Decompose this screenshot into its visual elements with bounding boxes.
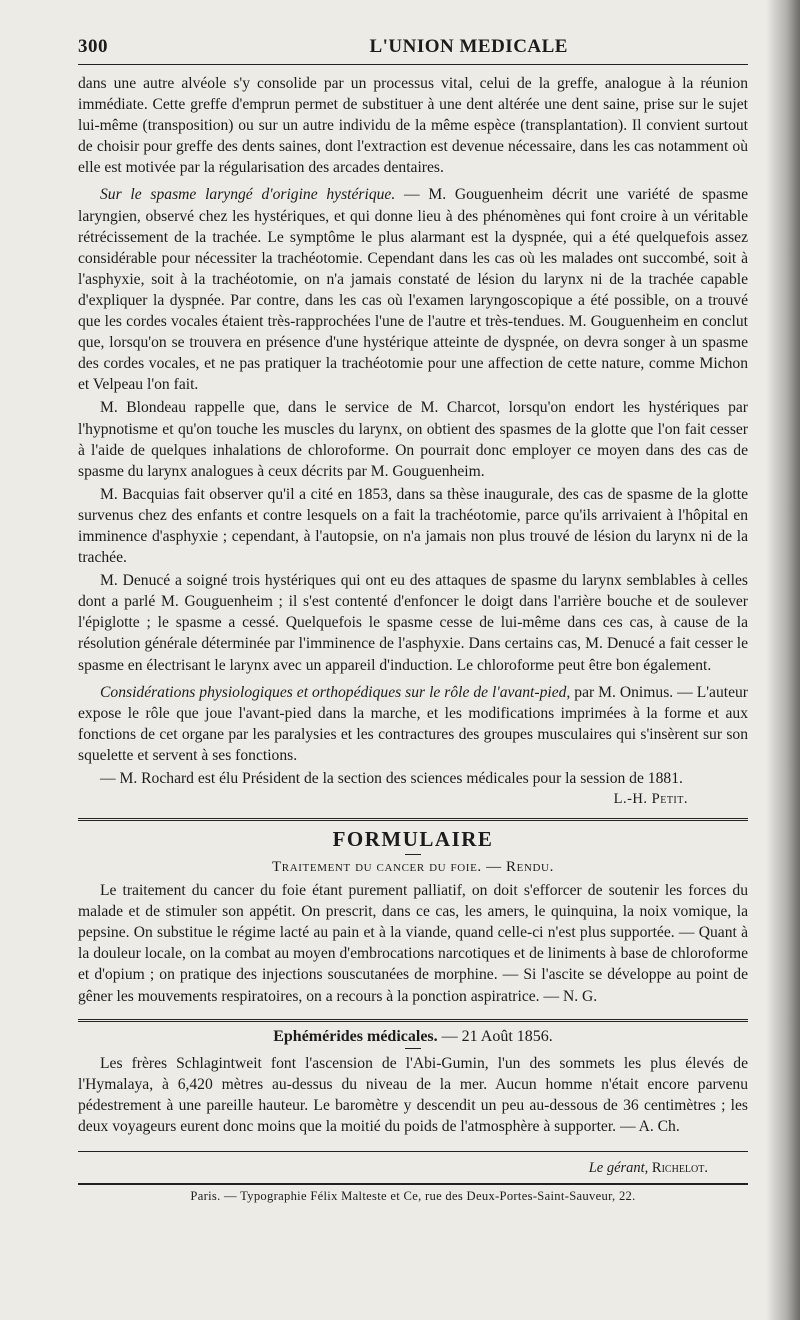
header-rule — [78, 64, 748, 65]
journal-title: L'UNION MEDICALE — [369, 36, 568, 57]
article-paragraph-6 — [78, 682, 748, 766]
gerant-line — [78, 1160, 708, 1177]
section-rule — [78, 818, 748, 821]
section-rule-2 — [78, 1019, 748, 1022]
gerant-name: Richelot. — [651, 1160, 708, 1177]
gerant-label: Le gérant, — [588, 1160, 649, 1177]
article-paragraph-7: — M. Rochard est élu Président de la section des sciences médicales pour la session de 1881. — [100, 770, 683, 787]
heading-dash-2 — [405, 1048, 421, 1049]
article-6-author: par M. Onimus. — [570, 683, 674, 701]
article-paragraph-5: M. Denucé a soigné trois hystériques qui ont eu des attaques de spasme du larynx semblables à celles dont a parlé M. Gouguenheim ; il s'est contenté d'enfoncer le doigt dans l'arrière bouche et de soulever l'épiglotte ; le spasme a cessé. Quelquefois le spasme cesse de lui-même dans ces cas, à cause de la résolution générale déterminée par l'imminence de l'asphyxie. Dans certains cas, M. Denucé a fait cesser le spasme en électrisant le larynx avec un appareil d'induction. Le chloroforme peut être bon également. — [78, 572, 748, 674]
heading-dash — [405, 854, 421, 855]
footer-rule-top — [78, 1151, 748, 1152]
article-2-title: Sur le spasme laryngé d'origine hystérique. — [100, 186, 396, 204]
running-head — [78, 36, 748, 58]
article-2-body: — M. Gouguenheim décrit une variété de spasme laryngien, observé chez les hystériques, et qui donne lieu à des phénomènes qui font croire à un véritable rétrécissement de la trachée. Le symptôme le plus alarmant est la dyspnée, qui a été quelquefois assez considérable pour nécessiter la trachéotomie. Cependant dans les cas où les malades ont succombé, soit à l'asphyxie, soit à la trachéotomie, on n'a jamais constaté de lésion du larynx ni de la trachée capable d'expliquer la dyspnée. Par contre, dans les cas où l'examen laryngoscopique a été possible, on a trouvé que les cordes vocales étaient très-rapprochées l'une de l'autre et très-tendues. M. Gouguenheim en conclut que, lorsqu'on se trouvera en présence d'une hystérique atteinte de dyspnée, on devra songer à un spasme des cordes vocales, et ne pas pratiquer la trachéotomie pour une affection de cette nature, comme Michon et Velpeau l'on fait. — [78, 186, 748, 394]
page-edge-shadow — [766, 0, 800, 1320]
article-paragraph-1: dans une autre alvéole s'y consolide par un processus vital, celui de la greffe, analogue à la réunion immédiate. Cette greffe d'emprun permet de substituer à une dent altérée une dent saine, prise sur le sujet lui-même (transposition) ou sur un autre individu de la même espèce (transplantation). Il convient surtout de choisir pour greffe des dents saines, dont l'extraction est devenue nécessaire, dans les cas notamment où elle est motivée par la régularisation des arcades dentaires. — [78, 75, 748, 177]
ephemerides-title: Ephémérides médicales. — [273, 1027, 438, 1045]
article-paragraph-4: M. Bacquias fait observer qu'il a cité en 1853, dans sa thèse inaugurale, des cas de spasme de la glotte survenus chez des enfants et contre lesquels on a fait la trachéotomie, parce qu'ils arrivaient à l'hôpital en imminence d'asphyxie ; cependant, à l'autopsie, on n'a jamais non plus trouvé de lésion du larynx ni de la trachée. — [78, 485, 748, 567]
formulaire-body: Le traitement du cancer du foie étant purement palliatif, on doit s'efforcer de soutenir les forces du malade et de stimuler son appétit. On prescrit, dans ce cas, les amers, le quinquina, la noix vomique, la pepsine. On substitue le régime lacté au pain et à la viande, quand celle-ci n'est plus supportée. — Quant à la douleur locale, on la combat au moyen d'embrocations narcotiques et de liniments à base de chloroforme et d'opium ; on pratique des injections souscutanées de morphine. — Si l'ascite se développe au point de gêner les mouvements respiratoires, on a recours à la ponction aspiratrice. — N. G. — [78, 882, 748, 1005]
article-paragraph-3: M. Blondeau rappelle que, dans le service de M. Charcot, lorsqu'on endort les hystériques par l'hypnotisme et qu'on touche les muscles du larynx, on obtient des spasmes de la glotte que l'on fait cesser à l'aide de quelques inhalations de chloroforme. On pourrait donc employer ce moyen dans des cas de spasme du larynx analogues à ceux décrits par M. Gouguenheim. — [78, 399, 748, 480]
footer-rule — [78, 1183, 748, 1185]
article-6-body: — L'auteur expose le rôle que joue l'avant-pied dans la marche, et les modifications imprimées à la forme et aux fonctions de cet organe par les paralysies et les contractures des groupes musculaires qui s'insèrent sur son squelette et servent à ses fonctions. — [78, 683, 748, 764]
ephemerides-body: Les frères Schlagintweit font l'ascension de l'Abi-Gumin, l'un des sommets les plus élevés de l'Hymalaya, à 6,420 mètres au-dessus du niveau de la mer. Aucun homme n'était encore parvenu pédestrement à une pareille hauteur. Le baromètre y descendit un peu au-dessous de 36 centimètres ; les deux voyageurs eurent donc moins que la moitié du poids de l'atmosphère à supporter. — A. Ch. — [78, 1054, 748, 1135]
article-signature: L.-H. Petit. — [613, 791, 688, 808]
ephemerides-date: — 21 Août 1856. — [437, 1027, 553, 1045]
article-6-title: Considérations physiologiques et orthopédiques sur le rôle de l'avant-pied, — [100, 683, 571, 701]
page-content — [78, 36, 748, 1204]
formulaire-heading: FORMULAIRE — [332, 827, 494, 852]
ephemerides-heading — [78, 1028, 748, 1046]
page-number: 300 — [78, 36, 108, 57]
formulaire-subheading: Traitement du cancer du foie. — Rendu. — [272, 859, 554, 876]
imprint-line: Paris. — Typographie Félix Malteste et Ce, rue des Deux-Portes-Saint-Sauveur, 22. — [190, 1189, 636, 1204]
article-paragraph-2 — [78, 184, 748, 395]
